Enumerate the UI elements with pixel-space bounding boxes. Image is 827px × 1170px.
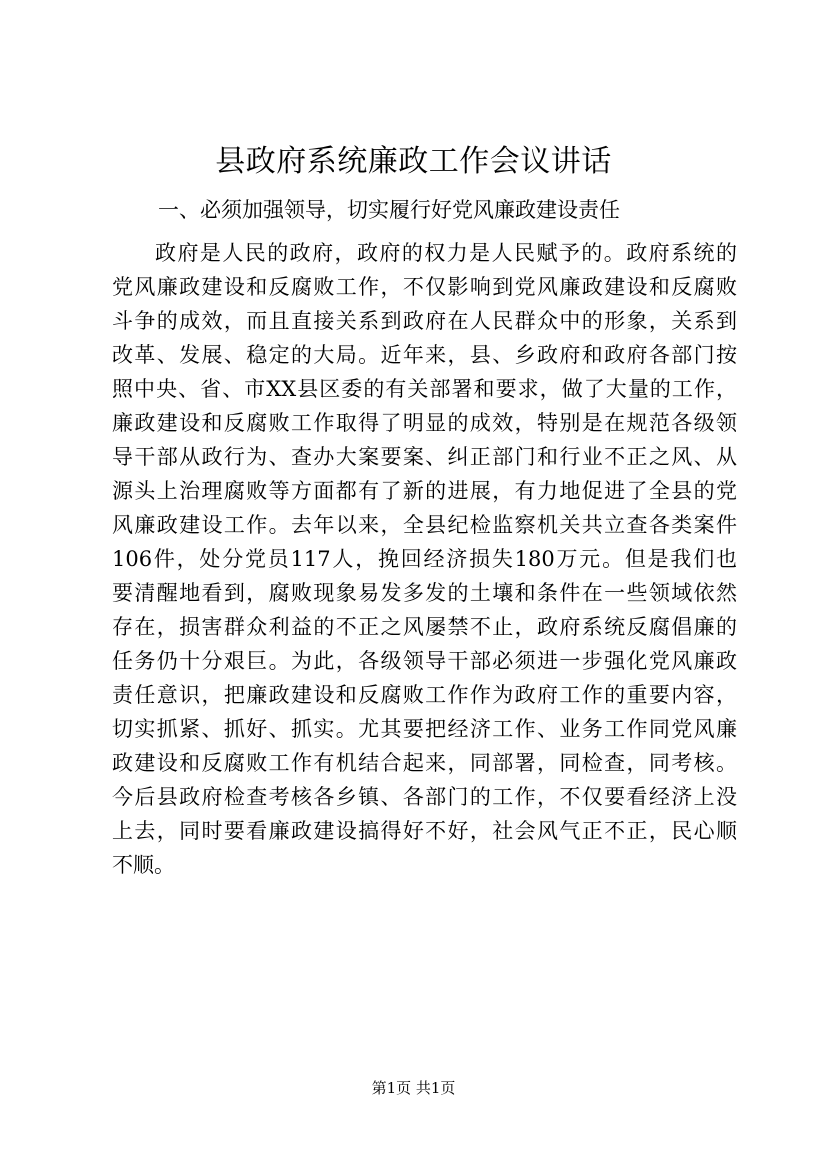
paragraph-line: 要清醒地看到，腐败现象易发多发的土壤和条件在一些领域依然 bbox=[112, 581, 737, 605]
paragraph-line: 切实抓紧、抓好、抓实。尤其要把经济工作、业务工作同党风廉 bbox=[112, 717, 737, 741]
document-title: 县政府系统廉政工作会议讲话 bbox=[215, 144, 612, 179]
paragraph-line: 责任意识，把廉政建设和反腐败工作作为政府工作的重要内容， bbox=[112, 683, 737, 707]
paragraph-line: 斗争的成效，而且直接关系到政府在人民群众中的形象，关系到 bbox=[112, 309, 737, 333]
paragraph-line: 106件，处分党员117人，挽回经济损失180万元。但是我们也 bbox=[112, 547, 737, 571]
paragraph-line: 改革、发展、稳定的大局。近年来，县、乡政府和政府各部门按 bbox=[112, 343, 737, 367]
paragraph-line: 任务仍十分艰巨。为此，各级领导干部必须进一步强化党风廉政 bbox=[112, 649, 737, 673]
paragraph-line: 风廉政建设工作。去年以来，全县纪检监察机关共立查各类案件 bbox=[112, 513, 737, 537]
paragraph-line: 照中央、省、市XX县区委的有关部署和要求，做了大量的工作， bbox=[112, 377, 737, 401]
paragraph-line: 党风廉政建设和反腐败工作，不仅影响到党风廉政建设和反腐败 bbox=[112, 275, 737, 299]
page-number-footer: 第1页 共1页 bbox=[371, 1079, 456, 1097]
paragraph-line: 政府是人民的政府，政府的权力是人民赋予的。政府系统的 bbox=[155, 241, 737, 265]
paragraph-line: 不顺。 bbox=[112, 853, 175, 877]
paragraph-line: 源头上治理腐败等方面都有了新的进展，有力地促进了全县的党 bbox=[112, 479, 737, 503]
paragraph-line: 导干部从政行为、查办大案要案、纠正部门和行业不正之风、从 bbox=[112, 445, 737, 469]
paragraph-line: 廉政建设和反腐败工作取得了明显的成效，特别是在规范各级领 bbox=[112, 411, 737, 435]
paragraph-line: 存在，损害群众利益的不正之风屡禁不止，政府系统反腐倡廉的 bbox=[112, 615, 737, 639]
paragraph-line: 政建设和反腐败工作有机结合起来，同部署，同检查，同考核。 bbox=[112, 751, 737, 775]
body-paragraph bbox=[112, 236, 737, 882]
paragraph-line: 今后县政府检查考核各乡镇、各部门的工作，不仅要看经济上没 bbox=[112, 785, 737, 809]
section-heading: 一、必须加强领导，切实履行好党风廉政建设责任 bbox=[158, 198, 620, 222]
paragraph-line: 上去，同时要看廉政建设搞得好不好，社会风气正不正，民心顺 bbox=[112, 819, 737, 843]
